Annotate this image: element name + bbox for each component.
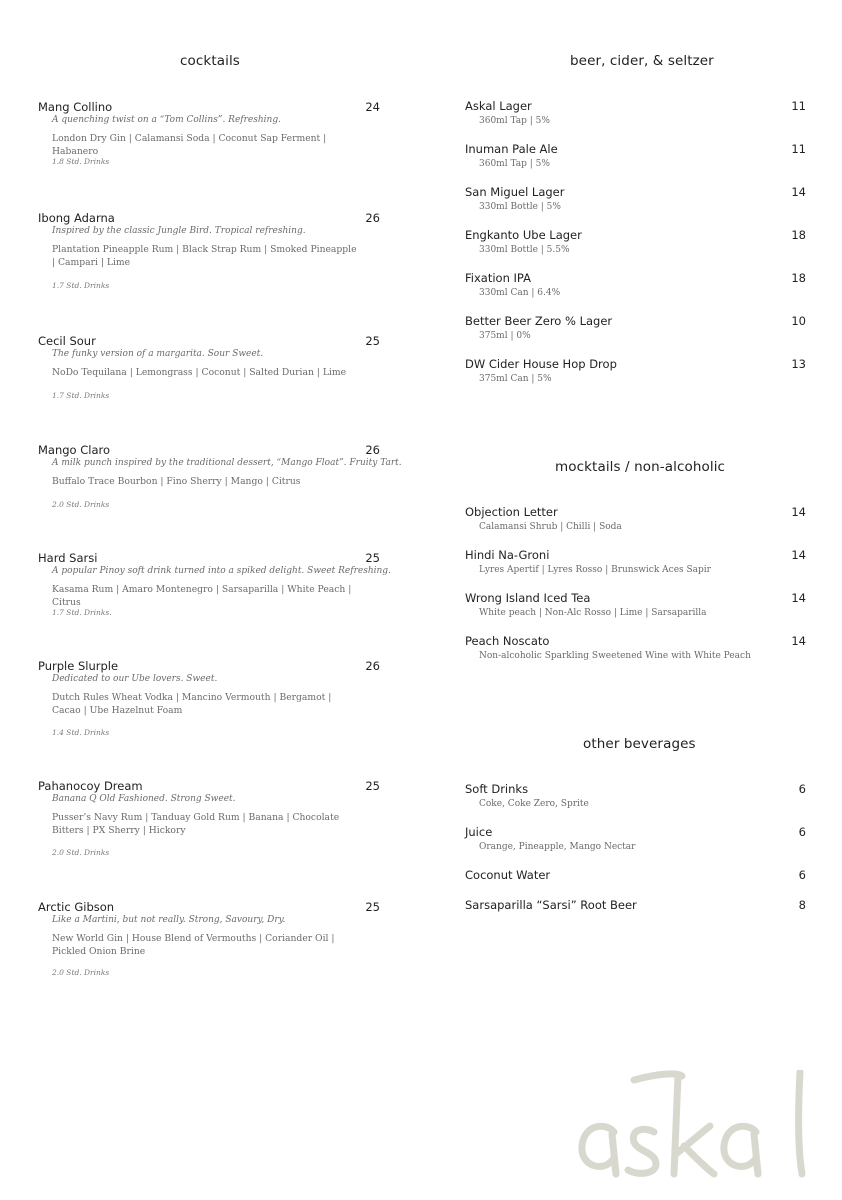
item-price: 26 [365,443,380,457]
item-description: The funky version of a margarita. Sour Sweet. [52,349,264,359]
item-std-drinks: 2.0 Std. Drinks [52,500,110,509]
item-detail: Lyres Apertif | Lyres Rosso | Brunswick Aces Sapir [479,565,711,575]
item-price: 11 [791,99,806,113]
item-name: Ibong Adarna [38,211,115,225]
item-description: Banana Q Old Fashioned. Strong Sweet. [52,794,236,804]
item-price: 14 [791,591,806,605]
item-ingredients: Plantation Pineapple Rum | Black Strap Rum | Smoked Pineapple | Campari | Lime [52,244,357,268]
item-description: Like a Martini, but not really. Strong, Savoury, Dry. [52,915,286,925]
item-price: 6 [798,782,806,796]
item-detail: White peach | Non-Alc Rosso | Lime | Sarsaparilla [479,608,707,618]
item-price: 18 [791,228,806,242]
askal-logo [576,1070,826,1180]
item-price: 25 [365,900,380,914]
beverage-item [465,825,806,859]
item-price: 25 [365,779,380,793]
beer-title: beer, cider, & seltzer [570,53,714,69]
item-price: 14 [791,548,806,562]
cocktail-item [38,900,380,990]
item-name: Pahanocoy Dream [38,779,143,793]
cocktail-item [38,779,380,869]
item-price: 14 [791,185,806,199]
item-name: Cecil Sour [38,334,96,348]
beverage-item [465,868,806,888]
item-std-drinks: 1.8 Std. Drinks [52,157,110,166]
item-std-drinks: 1.7 Std. Drinks. [52,608,112,617]
item-detail: Orange, Pineapple, Mango Nectar [479,842,636,852]
item-detail: 360ml Tap | 5% [479,159,550,169]
item-name: Fixation IPA [465,271,531,285]
beer-item [465,99,806,133]
item-price: 25 [365,551,380,565]
item-ingredients: Buffalo Trace Bourbon | Fino Sherry | Mango | Citrus [52,476,301,487]
item-name: Coconut Water [465,868,551,882]
beverage-item [465,782,806,816]
item-description: A quenching twist on a “Tom Collins”. Refreshing. [52,115,281,125]
item-detail: 375ml Can | 5% [479,374,552,384]
item-std-drinks: 2.0 Std. Drinks [52,968,110,977]
item-price: 26 [365,211,380,225]
item-description: A milk punch inspired by the traditional dessert, “Mango Float”. Fruity Tart. [52,458,402,468]
item-ingredients: London Dry Gin | Calamansi Soda | Coconut Sap Ferment | Habanero [52,133,327,157]
item-detail: 360ml Tap | 5% [479,116,550,126]
beer-item [465,185,806,219]
item-name: Better Beer Zero % Lager [465,314,613,328]
item-std-drinks: 1.7 Std. Drinks [52,391,110,400]
mocktail-item [465,548,806,582]
item-ingredients: New World Gin | House Blend of Vermouths | Coriander Oil | Pickled Onion Brine [52,933,335,957]
item-price: 26 [365,659,380,673]
item-name: Peach Noscato [465,634,550,648]
item-detail: 330ml Bottle | 5% [479,202,561,212]
cocktail-item [38,551,391,631]
mocktail-item [465,591,806,625]
item-price: 6 [798,825,806,839]
item-price: 18 [791,271,806,285]
item-price: 25 [365,334,380,348]
item-ingredients: Dutch Rules Wheat Vodka | Mancino Vermouth | Bergamot | Cacao | Ube Hazelnut Foam [52,692,332,716]
item-name: Sarsaparilla “Sarsi” Root Beer [465,898,637,912]
beer-item [465,271,806,305]
item-detail: Non-alcoholic Sparkling Sweetened Wine with White Peach [479,651,751,661]
cocktail-item [38,100,380,180]
item-name: Askal Lager [465,99,532,113]
item-name: Hindi Na-Groni [465,548,550,562]
cocktails-title: cocktails [180,53,240,69]
item-ingredients: Pusser’s Navy Rum | Tanduay Gold Rum | Banana | Chocolate Bitters | PX Sherry | Hickory [52,812,340,836]
other-title: other beverages [583,736,696,752]
item-name: San Miguel Lager [465,185,565,199]
item-ingredients: Kasama Rum | Amaro Montenegro | Sarsaparilla | White Peach | Citrus [52,584,352,608]
item-description: A popular Pinoy soft drink turned into a spiked delight. Sweet Refreshing. [52,566,391,576]
item-price: 14 [791,634,806,648]
beer-item [465,357,806,391]
item-name: Soft Drinks [465,782,529,796]
beverage-item [465,898,806,918]
item-detail: Coke, Coke Zero, Sprite [479,799,589,809]
cocktail-item [38,334,380,414]
mocktail-item [465,634,806,668]
item-price: 10 [791,314,806,328]
item-detail: 375ml | 0% [479,331,531,341]
item-std-drinks: 2.0 Std. Drinks [52,848,110,857]
beer-item [465,228,806,262]
item-name: DW Cider House Hop Drop [465,357,617,371]
item-name: Mang Collino [38,100,113,114]
item-std-drinks: 1.7 Std. Drinks [52,281,110,290]
item-std-drinks: 1.4 Std. Drinks [52,728,110,737]
item-description: Dedicated to our Ube lovers. Sweet. [52,674,218,684]
cocktail-item [38,211,380,301]
item-name: Engkanto Ube Lager [465,228,582,242]
item-detail: Calamansi Shrub | Chilli | Soda [479,522,622,532]
item-name: Juice [465,825,493,839]
cocktail-item [38,443,402,523]
item-name: Purple Slurple [38,659,119,673]
mocktails-title: mocktails / non-alcoholic [555,459,726,475]
item-name: Objection Letter [465,505,558,519]
logo-wordmark [576,1070,826,1180]
item-description: Inspired by the classic Jungle Bird. Tropical refreshing. [52,226,306,236]
item-ingredients: NoDo Tequilana | Lemongrass | Coconut | Salted Durian | Lime [52,367,347,378]
mocktail-item [465,505,806,539]
beer-item [465,314,806,348]
item-price: 11 [791,142,806,156]
item-name: Arctic Gibson [38,900,115,914]
item-name: Hard Sarsi [38,551,98,565]
item-price: 13 [791,357,806,371]
item-price: 24 [365,100,380,114]
beer-item [465,142,806,176]
item-price: 8 [798,898,806,912]
item-name: Mango Claro [38,443,111,457]
item-name: Wrong Island Iced Tea [465,591,591,605]
item-price: 14 [791,505,806,519]
item-price: 6 [798,868,806,882]
cocktail-item [38,659,380,749]
item-detail: 330ml Can | 6.4% [479,288,561,298]
item-name: Inuman Pale Ale [465,142,558,156]
item-detail: 330ml Bottle | 5.5% [479,245,570,255]
